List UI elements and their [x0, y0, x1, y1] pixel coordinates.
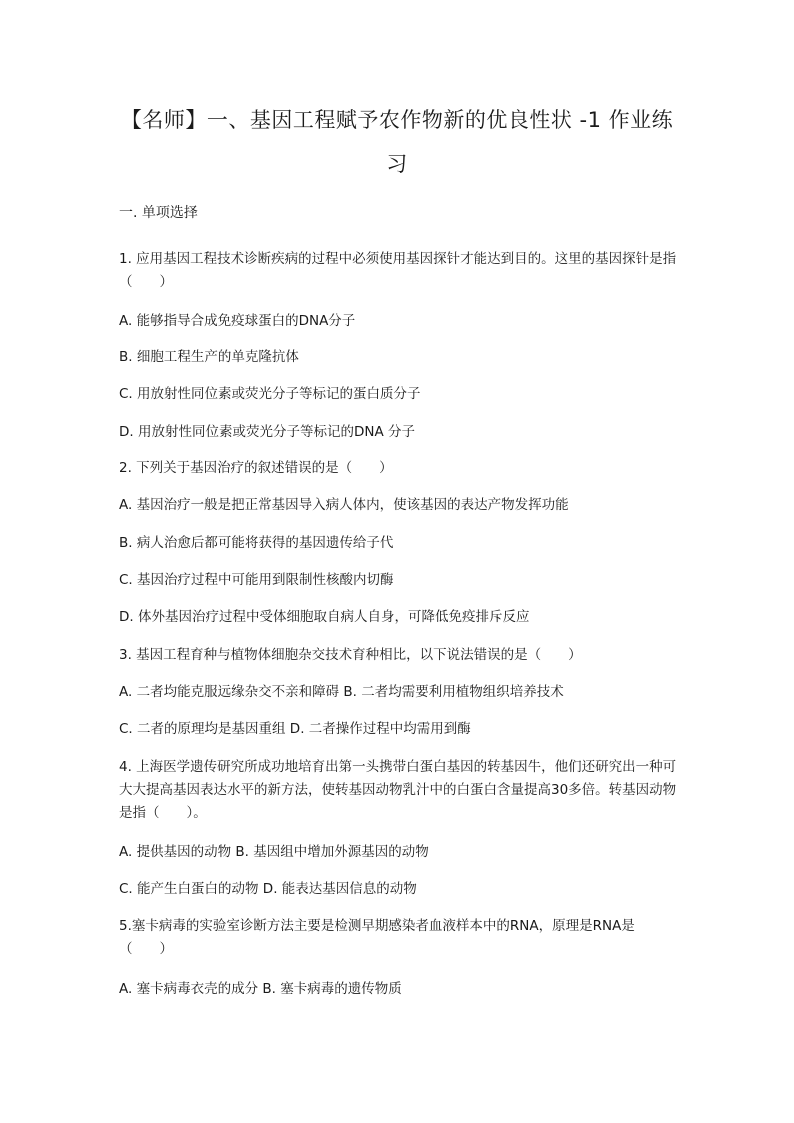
question-2-option-d: D. 体外基因治疗过程中受体细胞取自病人自身，可降低免疫排斥反应 — [119, 609, 530, 625]
question-3-options-cd: C. 二者的原理均是基因重组 D. 二者操作过程中均需用到酶 — [119, 721, 471, 737]
question-4-stem: 4. 上海医学遗传研究所成功地培育出第一头携带白蛋白基因的转基因牛，他们还研究出一种可大大提高基因表达水平的新方法，使转基因动物乳汁中的白蛋白含量提高30多倍。转基因动物是指（ ）。 — [119, 759, 677, 821]
question-4-options-ab: A. 提供基因的动物 B. 基因组中增加外源基因的动物 — [119, 844, 429, 860]
question-1-option-d: D. 用放射性同位素或荧光分子等标记的DNA 分子 — [119, 424, 415, 440]
question-2-option-a: A. 基因治疗一般是把正常基因导入病人体内，使该基因的表达产物发挥功能 — [119, 497, 569, 513]
document-title: 【名师】一、基因工程赋予农作物新的优良性状 -1 作业练习 — [120, 108, 674, 176]
question-5-stem: 5.塞卡病毒的实验室诊断方法主要是检测早期感染者血液样本中的RNA，原理是RNA是（ ） — [119, 918, 635, 957]
question-3-stem: 3. 基因工程育种与植物体细胞杂交技术育种相比，以下说法错误的是（ ） — [119, 647, 582, 663]
question-2-stem: 2. 下列关于基因治疗的叙述错误的是（ ） — [119, 460, 393, 476]
question-3-options-ab: A. 二者均能克服远缘杂交不亲和障碍 B. 二者均需要利用植物组织培养技术 — [119, 684, 564, 700]
question-2-option-b: B. 病人治愈后都可能将获得的基因遗传给子代 — [119, 535, 394, 551]
question-1-option-b: B. 细胞工程生产的单克隆抗体 — [119, 349, 299, 365]
question-5-options-ab: A. 塞卡病毒衣壳的成分 B. 塞卡病毒的遗传物质 — [119, 981, 402, 997]
question-2-option-c: C. 基因治疗过程中可能用到限制性核酸内切酶 — [119, 572, 394, 588]
question-4-options-cd: C. 能产生白蛋白的动物 D. 能表达基因信息的动物 — [119, 881, 417, 897]
question-1-stem: 1. 应用基因工程技术诊断疾病的过程中必须使用基因探针才能达到目的。这里的基因探针是指（ ） — [119, 251, 677, 290]
section-heading: 一. 单项选择 — [119, 205, 198, 221]
question-1-option-a: A. 能够指导合成免疫球蛋白的DNA分子 — [119, 313, 356, 329]
question-1-option-c: C. 用放射性同位素或荧光分子等标记的蛋白质分子 — [119, 386, 421, 402]
